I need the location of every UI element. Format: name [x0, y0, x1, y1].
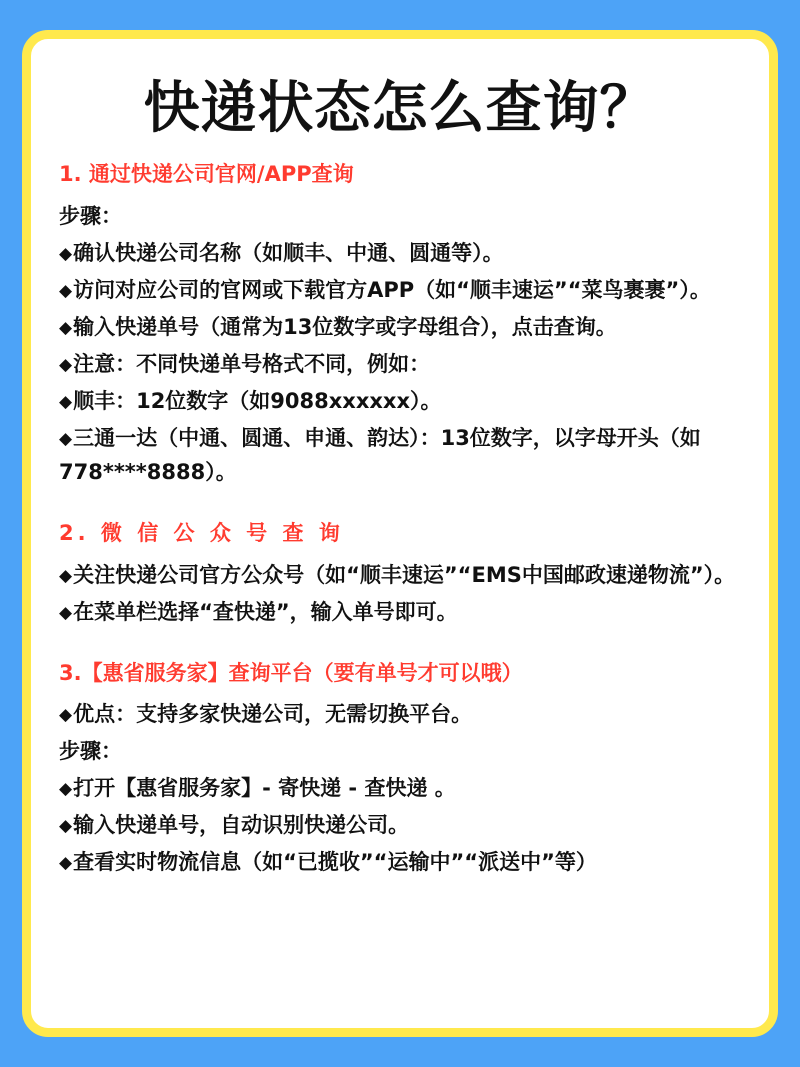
spacer-1: [59, 492, 741, 510]
section-2-heading: 2. 微 信 公 众 号 查 询: [59, 521, 344, 546]
section-1-line-0: 步骤：: [59, 203, 122, 228]
section-3-line-4: [59, 845, 741, 879]
bullet-icon: ◆: [59, 816, 73, 837]
bullet-icon: ◆: [59, 354, 73, 375]
bullet-icon: ◆: [59, 428, 73, 449]
section-1-line-2: [59, 273, 741, 307]
section-1-line-4-text: 注意：不同快递单号格式不同，例如：: [73, 351, 431, 376]
section-1-line-1-text: 确认快递公司名称（如顺丰、中通、圆通等）。: [73, 240, 504, 265]
section-1-line-6: [59, 421, 741, 489]
section-3: [59, 658, 741, 880]
section-1-line-5-text: 顺丰：12位数字（如9088xxxxxx）。: [73, 388, 442, 413]
section-3-line-0: [59, 697, 741, 731]
section-1: [59, 159, 741, 489]
section-1-line-2-text: 访问对应公司的官网或下载官方APP（如“顺丰速运”“菜鸟裹裹”）。: [73, 277, 711, 302]
bullet-icon: ◆: [59, 280, 73, 301]
spacer-2: [59, 632, 741, 650]
section-1-line-3: [59, 310, 741, 344]
section-1-line-3-text: 输入快递单号（通常为13位数字或字母组合），点击查询。: [73, 314, 617, 339]
section-3-line-4-text: 查看实时物流信息（如“已揽收”“运输中”“派送中”等）: [73, 850, 597, 875]
section-1-line-4: [59, 347, 741, 381]
section-3-line-0-text: 优点：支持多家快递公司，无需切换平台。: [73, 702, 473, 727]
content-card: [22, 30, 778, 1037]
section-2: [59, 518, 741, 629]
section-1-line-1: [59, 236, 741, 270]
section-2-line-1-text: 在菜单栏选择“查快递”，输入单号即可。: [73, 599, 458, 624]
section-2-line-1: [59, 595, 741, 629]
section-3-line-2: [59, 771, 741, 805]
bullet-icon: ◆: [59, 317, 73, 338]
section-3-line-1: 步骤：: [59, 739, 122, 764]
section-1-heading: 1. 通过快递公司官网/APP查询: [59, 162, 354, 187]
bullet-icon: ◆: [59, 705, 73, 726]
section-2-line-0-text: 关注快递公司官方公众号（如“顺丰速运”“EMS中国邮政速递物流”）。: [73, 562, 736, 587]
section-3-heading: 3.【惠省服务家】查询平台（要有单号才可以哦）: [59, 660, 523, 685]
section-1-line-5: [59, 384, 741, 418]
bullet-icon: ◆: [59, 853, 73, 874]
section-1-line-6-text: 三通一达（中通、圆通、申通、韵达）：13位数字，以字母开头（如778****8888）。: [59, 425, 701, 484]
section-3-line-2-text: 打开【惠省服务家】- 寄快递 - 查快递 。: [73, 776, 456, 801]
bullet-icon: ◆: [59, 391, 73, 412]
bullet-icon: ◆: [59, 243, 73, 264]
page-title: 快递状态怎么查询？: [143, 76, 657, 141]
bullet-icon: ◆: [59, 565, 73, 586]
bullet-icon: ◆: [59, 779, 73, 800]
bullet-icon: ◆: [59, 602, 73, 623]
section-3-line-3-text: 输入快递单号，自动识别快递公司。: [73, 813, 410, 838]
section-3-line-3: [59, 808, 741, 842]
section-2-line-0: [59, 558, 741, 592]
